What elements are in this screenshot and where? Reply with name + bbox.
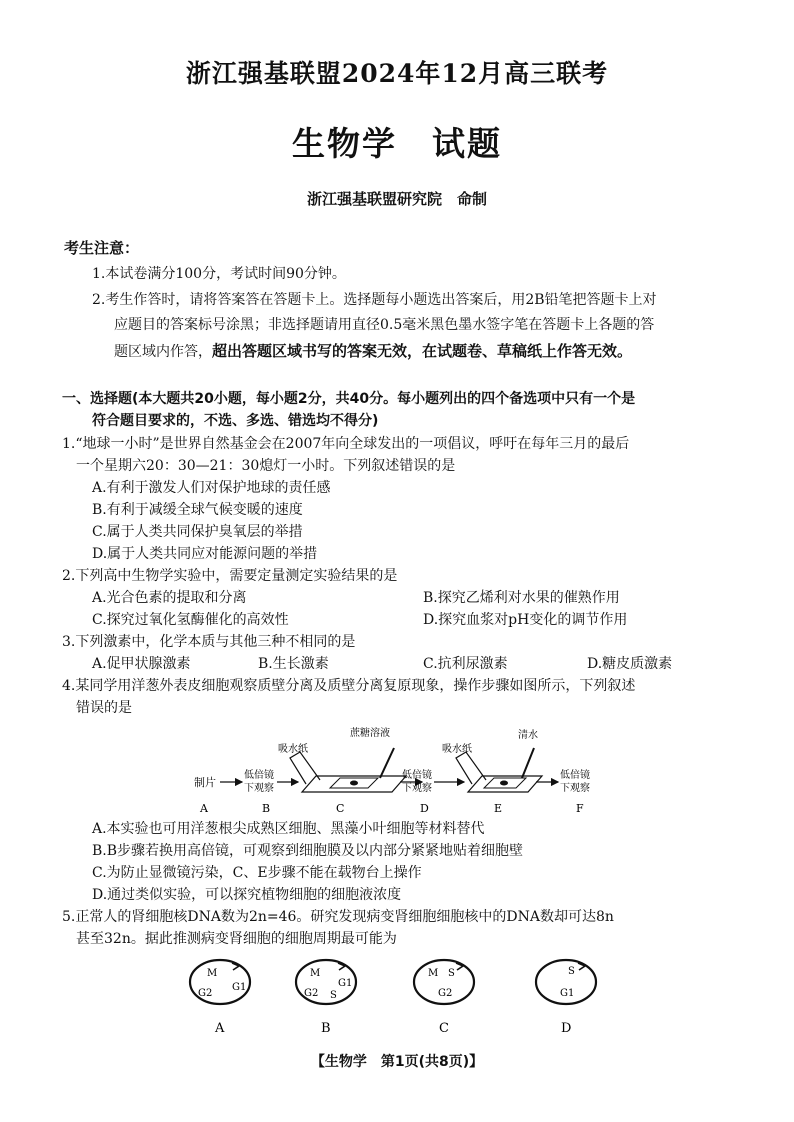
q3-stem: 3.下列激素中，化学本质与其他三种不相同的是 (62, 634, 356, 650)
q3-option-a: A.促甲状腺激素 (92, 656, 191, 672)
q4-option-c: C.为防止显微镜污染，C、E步骤不能在载物台上操作 (92, 865, 422, 881)
cycle-b-m: M (310, 968, 321, 979)
q2-stem: 2.下列高中生物学实验中，需要定量测定实验结果的是 (62, 568, 398, 584)
cycle-a-g1: G1 (232, 982, 247, 993)
fig-dropper-c (380, 748, 394, 778)
fig-dropper-e (522, 748, 534, 778)
fig-step-c: C (336, 802, 345, 815)
fig-step-f: F (576, 802, 584, 815)
fig-sample-c (350, 781, 358, 786)
fig-low-mag-3: 低倍镜 (560, 770, 590, 781)
fig-absorbent-label-2: 吸水纸 (442, 744, 472, 755)
fig-step-e: E (494, 802, 503, 815)
fig-absorbent-paper-e (456, 752, 486, 784)
q1-option-b: B.有利于减缓全球气候变暖的速度 (92, 502, 303, 518)
cycle-d-g1: G1 (560, 988, 575, 999)
cycle-label-d: D (561, 1021, 572, 1036)
q5-stem-line-1: 5.正常人的肾细胞核DNA数为2n=46。研究发现病变肾细胞细胞核中的DNA数却可达8n (62, 909, 614, 925)
exam-title: 浙江强基联盟2024年12月高三联考 (185, 59, 609, 88)
fig-absorbent-paper-c (290, 752, 320, 784)
notice-plain-text: 题区域内作答， (114, 344, 212, 360)
q4-option-a: A.本实验也可用洋葱根尖成熟区细胞、黑藻小叶细胞等材料替代 (92, 821, 485, 837)
q3-option-b: B.生长激素 (258, 656, 329, 672)
plasmolysis-procedure-figure (180, 722, 620, 822)
cycle-a-m: M (207, 968, 218, 979)
notice-item-2-line-2: 应题目的答案标号涂黑；非选择题请用直径0.5毫米黑色墨水签字笔在答题卡上各题的答 (114, 317, 655, 333)
q5-stem-line-2: 甚至32n。据此推测病变肾细胞的细胞周期最可能为 (76, 931, 397, 947)
fig-step-a: A (200, 802, 208, 815)
exam-maker: 浙江强基联盟研究院 命制 (306, 190, 487, 208)
fig-water-label: 清水 (518, 730, 538, 741)
notice-item-2-line-3 (114, 340, 632, 363)
q1-stem-line-1: 1.“地球一小时”是世界自然基金会在2007年向全球发出的一项倡议，呼吁在每年三月的最后 (62, 436, 630, 452)
q3-option-c: C.抗利尿激素 (423, 656, 508, 672)
q2-option-c: C.探究过氧化氢酶催化的高效性 (92, 612, 289, 628)
section-heading-line-2: 符合题目要求的，不选、多选、错选均不得分) (92, 413, 379, 429)
fig-step-d: D (420, 802, 429, 815)
section-heading-line-1: 一、选择题(本大题共20小题，每小题2分，共40分。每小题列出的四个备选项中只有一个是 (62, 391, 636, 407)
q1-option-c: C.属于人类共同保护臭氧层的举措 (92, 524, 303, 540)
fig-sample-e (500, 781, 508, 786)
cycle-c-g2: G2 (438, 988, 453, 999)
cycle-b-s: S (330, 990, 337, 1001)
cycle-a-g2: G2 (198, 988, 213, 999)
fig-observe-2: 下观察 (402, 783, 432, 794)
fig-observe-1: 下观察 (244, 783, 274, 794)
q4-option-d: D.通过类似实验，可以探究植物细胞的细胞液浓度 (92, 887, 402, 903)
notice-item-2-line-1: 2.考生作答时，请将答案答在答题卡上。选择题每小题选出答案后，用2B铅笔把答题卡上对 (92, 292, 657, 308)
q2-option-b: B.探究乙烯利对水果的催熟作用 (423, 590, 620, 606)
cycle-d-s: S (568, 966, 575, 977)
q4-stem-line-1: 4.某同学用洋葱外表皮细胞观察质壁分离及质壁分离复原现象，操作步骤如图所示，下列叙述 (62, 678, 636, 694)
q2-option-a: A.光合色素的提取和分离 (92, 590, 247, 606)
fig-low-mag-2: 低倍镜 (402, 770, 432, 781)
fig-sucrose-label: 蔗糖溶液 (350, 728, 390, 739)
subject-title: 生物学 试题 (292, 124, 502, 163)
q4-option-b: B.B步骤若换用高倍镜，可观察到细胞膜及以内部分紧紧地贴着细胞壁 (92, 843, 524, 859)
q1-option-a: A.有利于激发人们对保护地球的责任感 (92, 480, 331, 496)
q1-option-d: D.属于人类共同应对能源问题的举措 (92, 546, 318, 562)
fig-low-mag-1: 低倍镜 (244, 770, 274, 781)
q3-option-d: D.糖皮质激素 (587, 656, 673, 672)
q4-stem-line-2: 错误的是 (76, 700, 132, 716)
q1-stem-line-2: 一个星期六20：30—21：30熄灯一小时。下列叙述错误的是 (76, 458, 456, 474)
cycle-label-b: B (321, 1021, 331, 1036)
fig-make-slide: 制片 (194, 776, 216, 789)
cycle-label-a: A (215, 1021, 225, 1036)
cycle-c-s: S (448, 968, 455, 979)
cycle-c-m: M (428, 968, 439, 979)
page-footer: 【生物学 第1页(共8页)】 (310, 1054, 484, 1070)
cell-cycle-figure (170, 952, 610, 1038)
fig-step-b: B (262, 802, 271, 815)
notice-item-1: 1.本试卷满分100分，考试时间90分钟。 (92, 266, 346, 282)
q2-option-d: D.探究血浆对pH变化的调节作用 (423, 612, 628, 628)
cycle-label-c: C (439, 1021, 449, 1036)
fig-absorbent-label-1: 吸水纸 (278, 744, 308, 755)
cycle-b-g2: G2 (304, 988, 319, 999)
notice-warning-text: 超出答题区域书写的答案无效，在试题卷、草稿纸上作答无效。 (212, 342, 633, 360)
notice-heading: 考生注意： (64, 239, 140, 257)
cycle-b-g1: G1 (338, 978, 353, 989)
fig-observe-3: 下观察 (560, 783, 590, 794)
